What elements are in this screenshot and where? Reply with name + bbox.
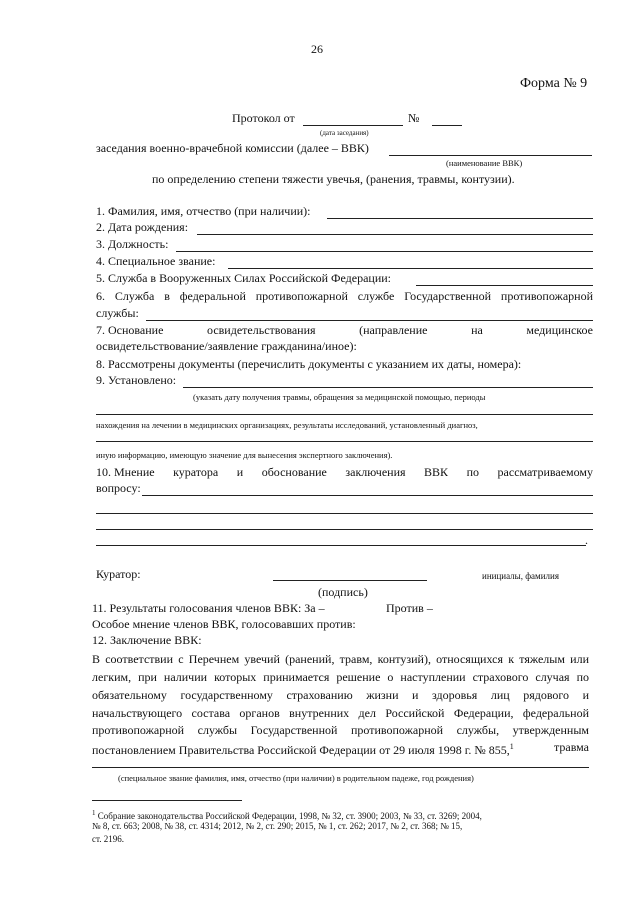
field-7-label-line1 (96, 323, 593, 337)
field-9-hint-1: (указать дату получения травмы, обращения за медицинской помощью, периоды (193, 392, 486, 402)
curator-signature-hint: (подпись) (318, 585, 368, 599)
footnote-line-3: ст. 2196. (92, 834, 125, 844)
conclusion-line-5: противопожарной службы Государственной противопожарной службы, утвержденным (92, 723, 589, 737)
conclusion-line-4: начальствующего состава органов внутренних дел Российской Федерации, федеральной (92, 706, 589, 720)
field-3-label: 3. Должность: (96, 237, 169, 251)
field-10-line-3[interactable] (96, 529, 593, 530)
field-10-word-3: и (236, 465, 244, 479)
conclusion-line-1: В соответствии с Перечнем увечий (ранений, травм, контузий), относящихся к тяжелым или (92, 652, 589, 666)
footnote-line-2: № 8, ст. 663; 2008, № 38, ст. 4314; 2012, № 2, ст. 290; 2015, № 1, ст. 262; 2017, № 2, ст. 368; № 15, (92, 821, 463, 831)
meeting-name-line (389, 155, 592, 156)
field-7-word-4: на (471, 323, 483, 337)
field-8-label: 8. Рассмотрены документы (перечислить документы с указанием их даты, номера): (96, 357, 522, 371)
curator-initials: инициалы, фамилия (482, 571, 559, 581)
field-10-line-2[interactable] (96, 513, 593, 514)
page-number: 26 (311, 42, 323, 56)
field-10-label-line1 (96, 465, 593, 479)
field-7-label-line2: освидетельствование/заявление гражданина/иное): (96, 339, 357, 353)
field-2-label: 2. Дата рождения: (96, 220, 189, 234)
field-6-line[interactable] (146, 320, 593, 321)
voting-against: Против – (386, 601, 433, 615)
field-2-line[interactable] (197, 234, 593, 235)
field-10-word-8: рассматриваемому (497, 465, 593, 479)
field-10-word-7: по (466, 465, 480, 479)
field-4-line[interactable] (228, 268, 593, 269)
field-9-hint-2: нахождения на лечении в медицинских организациях, результаты исследований, установленный диагноз, (96, 420, 478, 430)
protocol-prefix: Протокол от (232, 111, 295, 125)
form-label: Форма № 9 (520, 76, 588, 91)
footnote-line-1 (92, 808, 589, 822)
field-5-line[interactable] (416, 285, 593, 286)
protocol-date-line (303, 125, 403, 126)
field-6-label-line1: 6. Служба в федеральной противопожарной службе Государственной противопожарной (96, 289, 593, 303)
protocol-number-sign: № (408, 111, 420, 125)
field-9-line-3[interactable] (96, 441, 593, 442)
conclusion-line-6 (92, 740, 589, 757)
conclusion-line-6-text: постановлением Правительства Российской Федерации от 29 июля 1998 г. № 855, (92, 743, 510, 757)
field-10-word-4: обоснование (261, 465, 327, 479)
footnote-reference: 1 (509, 742, 514, 751)
meeting-name-hint: (наименование ВВК) (446, 158, 523, 168)
footnote-separator (92, 800, 242, 801)
field-1-label: 1. Фамилия, имя, отчество (при наличии): (96, 204, 311, 218)
field-10-line-1[interactable] (142, 495, 593, 496)
field-7-word-1: 7. Основание (96, 323, 164, 337)
footnote-text-1: Собрание законодательства Российской Федерации, 1998, № 32, ст. 3900; 2003, № 33, ст. 3269; 2004, (97, 811, 482, 821)
conclusion-name-line[interactable] (92, 767, 589, 768)
field-9-line-2[interactable] (96, 414, 593, 415)
field-3-line[interactable] (176, 251, 593, 252)
protocol-number-line (432, 125, 462, 126)
voting-results: 11. Результаты голосования членов ВВК: За – (92, 601, 325, 615)
curator-label: Куратор: (96, 567, 141, 581)
conclusion-title: 12. Заключение ВВК: (92, 633, 202, 647)
protocol-purpose: по определению степени тяжести увечья, (ранения, травмы, контузии). (152, 172, 515, 186)
field-10-end-dot: . (585, 533, 588, 547)
field-5-label: 5. Служба в Вооруженных Силах Российской Федерации: (96, 271, 392, 285)
protocol-date-hint: (дата заседания) (320, 129, 369, 137)
field-4-label: 4. Специальное звание: (96, 254, 216, 268)
field-6-label-line2: службы: (96, 306, 139, 320)
field-10-line-4[interactable] (96, 545, 586, 546)
field-10-label-line2: вопросу: (96, 481, 141, 495)
field-9-hint-3: иную информацию, имеющую значение для вынесения экспертного заключения). (96, 450, 393, 460)
field-9-line-1[interactable] (183, 387, 593, 388)
conclusion-line-2: легким, при наличии которых принимается решение о наступлении страхового случая по (92, 670, 589, 684)
conclusion-line-6-tail: травма (553, 740, 589, 754)
footnote-mark: 1 (92, 809, 96, 817)
field-7-word-5: медицинское (526, 323, 593, 337)
field-10-word-6: ВВК (424, 465, 449, 479)
field-1-line[interactable] (327, 218, 593, 219)
field-10-word-2: куратора (173, 465, 219, 479)
conclusion-name-hint: (специальное звание фамилия, имя, отчество (при наличии) в родительном падеже, год рождения) (118, 773, 474, 783)
voting-dissent: Особое мнение членов ВВК, голосовавших против: (92, 617, 356, 631)
meeting-text: заседания военно-врачебной комиссии (далее – ВВК) (96, 141, 369, 155)
curator-signature-line[interactable] (273, 580, 427, 581)
field-7-word-2: освидетельствования (207, 323, 316, 337)
conclusion-line-3: обязательному государственному страхованию жизни и здоровья лиц рядового и (92, 688, 589, 702)
field-10-word-1: 10. Мнение (96, 465, 155, 479)
field-7-word-3: (направление (359, 323, 428, 337)
field-9-label: 9. Установлено: (96, 373, 177, 387)
field-10-word-5: заключения (345, 465, 406, 479)
